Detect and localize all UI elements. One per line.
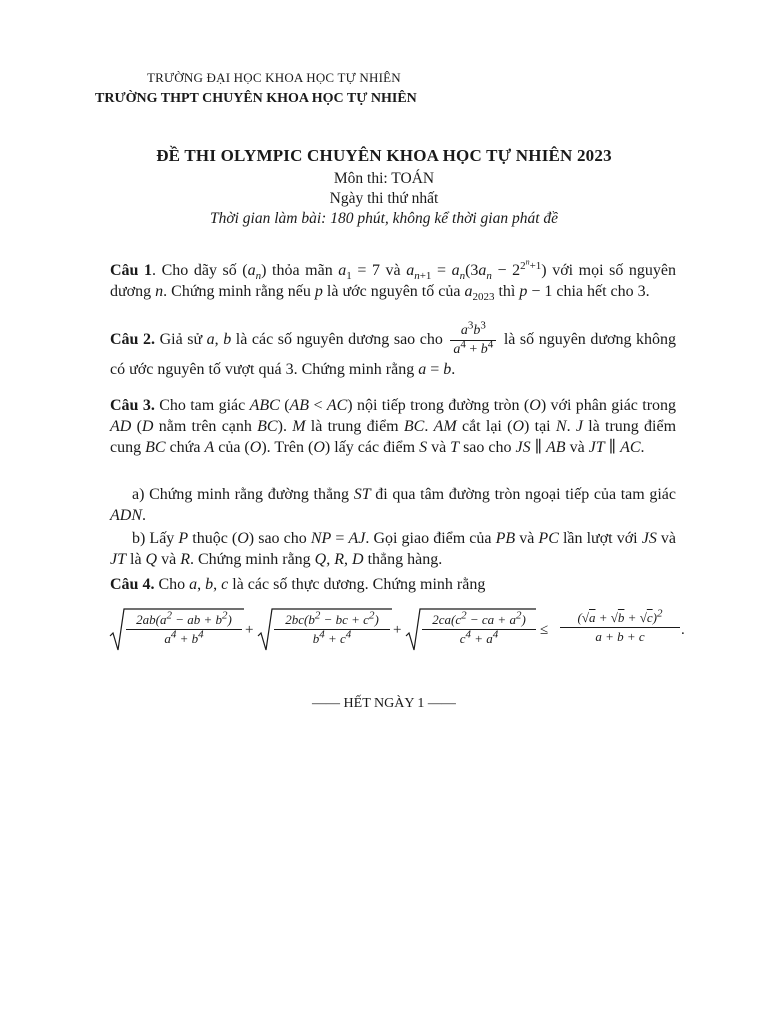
leq-sign: ≤	[540, 622, 549, 638]
university-name: TRƯỜNG ĐẠI HỌC KHOA HỌC TỰ NHIÊN	[147, 70, 401, 85]
exam-subject: Môn thi: TOÁN	[333, 170, 435, 187]
question-2: Câu 2. Giả sử a, b là các số nguyên dương sao cho $\frac{a^3b^3}{a^4 + b^4}$ là số nguyên dương không có ước nguyên tố vượt quá 3. Chứng minh rằng a = b.	[110, 319, 677, 378]
plus-sign: +	[393, 622, 402, 638]
exam-day: Ngày thi thứ nhất	[329, 190, 439, 207]
inequality-formula	[108, 606, 688, 654]
term-2: $2bc(b^2$ − bc + $c^2$) $b^4 + c^4$	[274, 611, 390, 648]
question-1-label: Câu 1	[110, 262, 153, 279]
question-3b: b) Lấy P thuộc (O) sao cho NP = AJ. Gọi giao điểm của PB và PC lần lượt với JS và JT là Q và R. Chứng minh rằng Q, R, D thẳng hàng.	[110, 530, 677, 568]
question-1: Câu 1. Cho dãy số $(a_n)$ thỏa mãn $a_1 = 7$ và $a_{n+1} = a_n(3a_n - 2^{2^n+1})$ với mọi số nguyên dương n. Chứng minh rằng nếu p là ước nguyên tố của $a_{2023}$ thì p − 1 chia hết cho 3.	[110, 257, 677, 304]
exam-time: Thời gian làm bài: 180 phút, không kể thời gian phát đề	[209, 210, 559, 227]
question-2-label: Câu 2.	[110, 331, 156, 349]
exam-title: ĐỀ THI OLYMPIC CHUYÊN KHOA HỌC TỰ NHIÊN 2023	[156, 146, 612, 165]
plus-sign: +	[245, 622, 254, 638]
question-3: Câu 3. Cho tam giác ABC (AB < AC) nội tiếp trong đường tròn (O) với phân giác trong AD (D nằm trên cạnh BC). M là trung điểm BC. AM cắt lại (O) tại N. J là trung điểm cung BC chứa A của (O). Trên (O) lấy các điểm S và T sao cho JS ∥ AB và JT ∥ AC.	[110, 397, 677, 456]
question-3-label: Câu 3.	[110, 397, 155, 414]
question-3a: a) Chứng minh rằng đường thẳng ST đi qua tâm đường tròn ngoại tiếp của tam giác ADN.	[110, 486, 677, 524]
term-3: $2ca(c^2$ − ca + $a^2$) $c^4 + a^4$	[422, 611, 536, 648]
fraction-a3b3: $\frac{a^3b^3}{a^4 + b^4}$	[450, 322, 496, 359]
question-4-text: Cho a, b, c là các số thực dương. Chứng minh rằng	[158, 576, 486, 593]
school-name: TRƯỜNG THPT CHUYÊN KHOA HỌC TỰ NHIÊN	[95, 91, 417, 106]
question-4-label: Câu 4.	[110, 576, 155, 593]
rhs-fraction: $(√a + √b + √c)^2$ a + b + c	[560, 609, 680, 646]
term-1: $2ab(a^2$ − ab + $b^2$) $a^4 + b^4$	[126, 611, 242, 648]
end-of-day-marker: —— HẾT NGÀY 1 ——	[312, 696, 456, 711]
question-4	[110, 574, 676, 595]
period: .	[681, 622, 685, 638]
